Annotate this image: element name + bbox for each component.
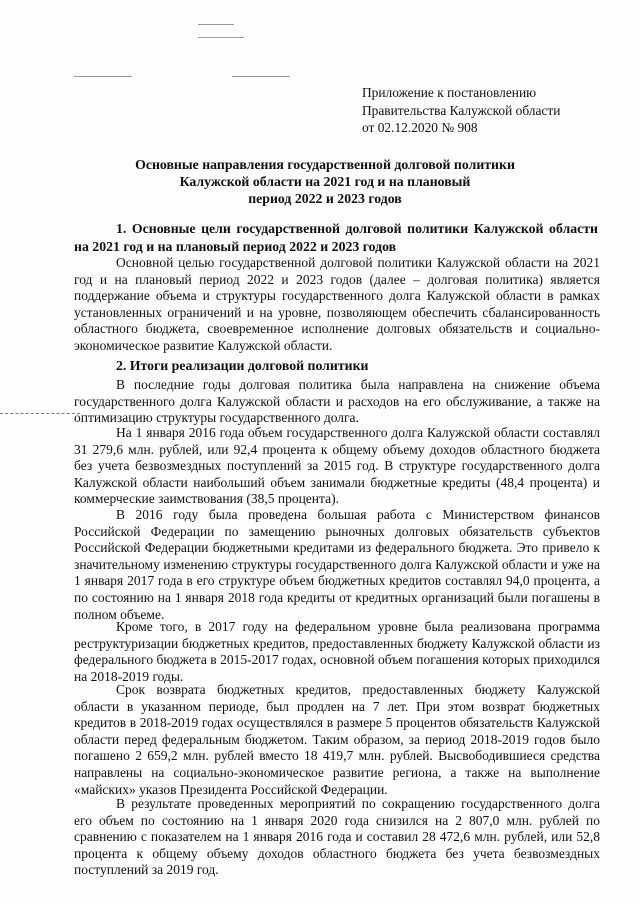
paragraph: Основной целью государственной долговой политики Калужской области на 2021 год и на плановый период 2022 и 2023 годов (далее – долговая политика) является поддержание объема и структуры государственного долга Калужской области в рамках установленных ограничений и на уровне, позволяющем обеспечить сбалансированность областного бюджета, своевременное исполнение долговых обязательств и социально-экономическое развитие Калужской области.: [74, 255, 600, 353]
appendix-line: Правительства Калужской области: [362, 102, 561, 118]
title-line: Калужской области на 2021 год и на плановый: [179, 174, 471, 189]
appendix-block: [362, 84, 560, 137]
section1-heading: 1. Основные цели государственной долговой политики Калужской области на 2021 год и на плановый период 2022 и 2023 годов: [74, 221, 598, 254]
appendix-line: от 02.12.2020 № 908: [362, 120, 478, 135]
section2-heading: 2. Итоги реализации долговой политики: [116, 358, 369, 373]
title-line: период 2022 и 2023 годов: [248, 191, 402, 206]
paragraph: В последние годы долговая политика была направлена на снижение объема государственного долга Калужской области и расходов на его обслуживание, а также на оптимизацию структуры государственного долга.: [74, 377, 600, 426]
scan-dashed-line: [0, 413, 80, 414]
document-title: [90, 156, 560, 207]
title-line: Основные направления государственной долговой политики: [135, 157, 515, 172]
paragraph: В 2016 году была проведена большая работа с Министерством финансов Российской Федерации по замещению рыночных долговых обязательств субъектов Российской Федерации бюджетными кредитами из федерального бюджета. Это привело к значительному изменению структуры государственного долга Калужской области и уже на 1 января 2017 года в его структуре объем бюджетных кредитов составлял 94,0 процента, а по состоянию на 1 января 2018 года кредиты от кредитных организаций были погашены в полном объеме.: [74, 507, 600, 622]
scan-artifact: [74, 76, 132, 77]
paragraph: На 1 января 2016 года объем государственного долга Калужской области составлял 31 279,6 млн. рублей, или 92,4 процента к общему объему доходов областного бюджета без учета безвозмездных поступлений за 2015 год. В структуре государственного долга Калужской области наибольший объем занимали бюджетные кредиты (48,4 процента) и коммерческие заимствования (38,5 процента).: [74, 425, 600, 507]
paragraph: Кроме того, в 2017 году на федеральном уровне была реализована программа реструктуризации бюджетных кредитов, предоставленных бюджету Калужской области из федерального бюджета в 2015-2017 годах, основной объем погашения которых приходился на 2018-2019 годы.: [74, 619, 600, 684]
paragraph: Срок возврата бюджетных кредитов, предоставленных бюджету Калужской области в указанном периоде, был продлен на 7 лет. При этом возврат бюджетных кредитов в 2018-2019 годах осуществлялся в размере 5 процентов обязательств Калужской области перед федеральным бюджетом. Таким образом, за период 2018-2019 годов было погашено 2 659,2 млн. рублей вместо 18 419,7 млн. рублей. Высвободившиеся средства направлены на социально-экономическое развитие региона, а также на выполнение «майских» указов Президента Российской Федерации.: [74, 682, 600, 797]
paragraph: В результате проведенных мероприятий по сокращению государственного долга его объем по состоянию на 1 января 2020 года снизился на 2 807,0 млн. рублей по сравнению с показателем на 1 января 2016 года и составил 28 472,6 млн. рублей, или 52,8 процента к общему объему доходов областного бюджета без учета безвозмездных поступлений за 2019 год.: [74, 796, 600, 878]
scan-artifact: [198, 24, 234, 25]
scan-artifact: [198, 37, 244, 38]
appendix-line: Приложение к постановлению: [362, 85, 537, 100]
scan-artifact: [232, 76, 290, 77]
